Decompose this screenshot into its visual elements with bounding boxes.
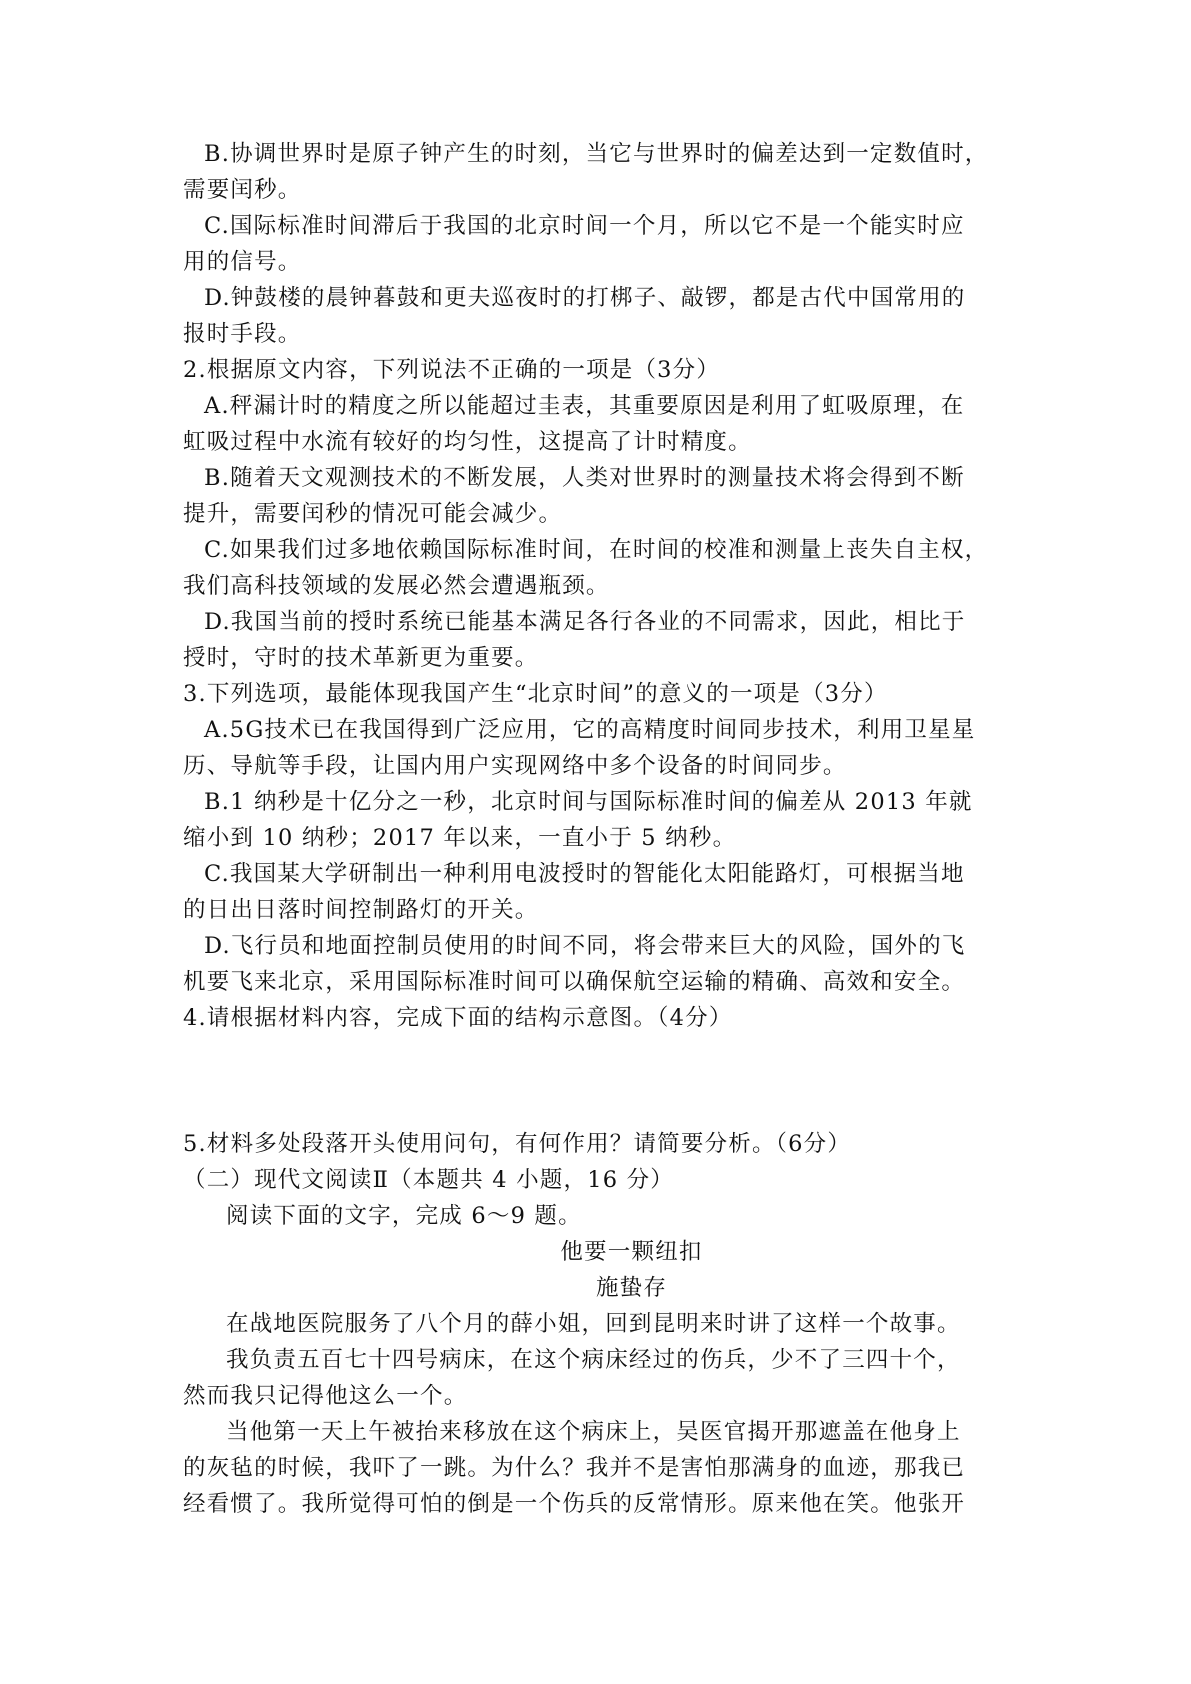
q2-option-a-line-1: A.秤漏计时的精度之所以能超过圭表，其重要原因是利用了虹吸原理，在 <box>204 393 965 419</box>
q2-option-d-line-2: 授时，守时的技术革新更为重要。 <box>183 645 539 671</box>
reading-instruction: 阅读下面的文字，完成 6～9 题。 <box>226 1203 582 1229</box>
q1-option-b-line-1: B.协调世界时是原子钟产生的时刻，当它与世界时的偏差达到一定数值时， <box>204 141 989 167</box>
q3-option-d-line-2: 机要飞来北京，采用国际标准时间可以确保航空运输的精确、高效和安全。 <box>183 969 966 995</box>
q3-option-a-line-1: A.5G技术已在我国得到广泛应用，它的高精度时间同步技术，利用卫星星 <box>204 717 976 743</box>
q1-option-b-line-2: 需要闰秒。 <box>183 177 302 203</box>
paragraph-3-line-3: 经看惯了。我所觉得可怕的倒是一个伤兵的反常情形。原来他在笑。他张开 <box>183 1491 966 1517</box>
q3-option-b-line-2: 缩小到 10 纳秒；2017 年以来，一直小于 5 纳秒。 <box>183 825 737 851</box>
paragraph-3-line-2: 的灰毡的时候，我吓了一跳。为什么？我并不是害怕那满身的血迹，那我已 <box>183 1455 966 1481</box>
q3-option-d-line-1: D.飞行员和地面控制员使用的时间不同，将会带来巨大的风险，国外的飞 <box>204 933 966 959</box>
q2-option-d-line-1: D.我国当前的授时系统已能基本满足各行各业的不同需求，因此，相比于 <box>204 609 966 635</box>
q3-option-c-line-2: 的日出日落时间控制路灯的开关。 <box>183 897 539 923</box>
story-title: 他要一颗纽扣 <box>560 1239 703 1265</box>
q1-option-d-line-2: 报时手段。 <box>183 321 302 347</box>
q3-option-b-line-1: B.1 纳秒是十亿分之一秒，北京时间与国际标准时间的偏差从 2013 年就 <box>204 789 973 815</box>
q1-option-c-line-2: 用的信号。 <box>183 249 302 275</box>
paragraph-2-line-2: 然而我只记得他这么一个。 <box>183 1383 468 1409</box>
question-3: 3.下列选项，最能体现我国产生“北京时间”的意义的一项是（3分） <box>183 681 888 707</box>
paragraph-3-line-1: 当他第一天上午被抬来移放在这个病床上，吴医官揭开那遮盖在他身上 <box>226 1419 961 1445</box>
question-2: 2.根据原文内容，下列说法不正确的一项是（3分） <box>183 357 721 383</box>
question-5: 5.材料多处段落开头使用问句，有何作用？请简要分析。（6分） <box>183 1131 852 1157</box>
paragraph-2-line-1: 我负责五百七十四号病床，在这个病床经过的伤兵，少不了三四十个， <box>226 1347 961 1373</box>
question-4: 4.请根据材料内容，完成下面的结构示意图。（4分） <box>183 1005 733 1031</box>
section-2-heading: （二）现代文阅读Ⅱ（本题共 4 小题，16 分） <box>183 1167 674 1193</box>
q1-option-d-line-1: D.钟鼓楼的晨钟暮鼓和更夫巡夜时的打梆子、敲锣，都是古代中国常用的 <box>204 285 966 311</box>
story-author: 施蛰存 <box>595 1275 668 1301</box>
q2-option-a-line-2: 虹吸过程中水流有较好的均匀性，这提高了计时精度。 <box>183 429 752 455</box>
q1-option-c-line-1: C.国际标准时间滞后于我国的北京时间一个月，所以它不是一个能实时应 <box>204 213 965 239</box>
paragraph-1: 在战地医院服务了八个月的薛小姐，回到昆明来时讲了这样一个故事。 <box>226 1311 961 1337</box>
q3-option-a-line-2: 历、导航等手段，让国内用户实现网络中多个设备的时间同步。 <box>183 753 847 779</box>
q2-option-b-line-2: 提升，需要闰秒的情况可能会减少。 <box>183 501 563 527</box>
q2-option-c-line-2: 我们高科技领域的发展必然会遭遇瓶颈。 <box>183 573 610 599</box>
q2-option-b-line-1: B.随着天文观测技术的不断发展，人类对世界时的测量技术将会得到不断 <box>204 465 965 491</box>
q3-option-c-line-1: C.我国某大学研制出一种利用电波授时的智能化太阳能路灯，可根据当地 <box>204 861 965 887</box>
q2-option-c-line-1: C.如果我们过多地依赖国际标准时间，在时间的校准和测量上丧失自主权， <box>204 537 989 563</box>
